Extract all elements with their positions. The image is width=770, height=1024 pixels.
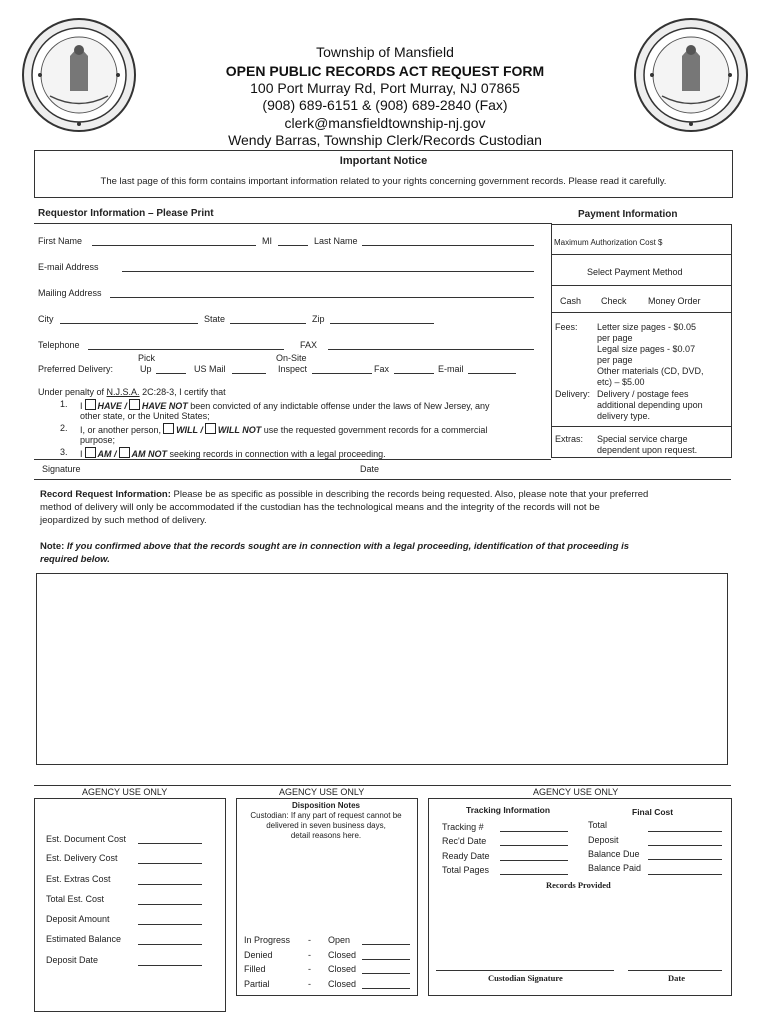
total-pages-field[interactable] xyxy=(500,874,568,875)
open-field[interactable] xyxy=(362,944,410,945)
email-label: E-mail Address xyxy=(38,262,99,272)
us-mail-label: US Mail xyxy=(194,364,226,374)
am-checkbox[interactable] xyxy=(85,447,96,458)
denied-closed-field[interactable] xyxy=(362,959,410,960)
record-request-info: Record Request Information: Please be as specific as possible in describing the records being requested. Also, please note that your preferred method of delivery will only be accommodated if the custodian has the technological means and the integrity of the records will not be jeopardized by such method of delivery. xyxy=(40,489,649,526)
email: clerk@mansfieldtownship-nj.gov xyxy=(284,115,486,131)
state-label: State xyxy=(204,314,226,324)
city-label: City xyxy=(38,314,54,324)
telephone-field[interactable] xyxy=(88,349,284,350)
recd-date-field[interactable] xyxy=(500,845,568,846)
fax-field[interactable] xyxy=(328,349,534,350)
total-est-field[interactable] xyxy=(138,904,202,905)
agency-heading-1: AGENCY USE ONLY xyxy=(82,787,168,797)
max-auth-label: Maximum Authorization Cost $ xyxy=(554,238,663,247)
signature-label: Signature xyxy=(42,464,81,474)
pick-label: Pick xyxy=(138,353,156,363)
city-field[interactable] xyxy=(60,323,198,324)
select-payment-label: Select Payment Method xyxy=(587,267,683,277)
am-not-checkbox[interactable] xyxy=(119,447,130,458)
email-delivery-field[interactable] xyxy=(468,373,516,374)
mailing-field[interactable] xyxy=(110,297,534,298)
custodian-date-field[interactable] xyxy=(628,970,722,971)
email-delivery-label: E-mail xyxy=(438,364,464,374)
agency-heading-3: AGENCY USE ONLY xyxy=(533,787,619,797)
agency-cost-box xyxy=(34,798,226,1012)
have-checkbox[interactable] xyxy=(85,399,96,410)
have-not-checkbox[interactable] xyxy=(129,399,140,410)
agency-heading-2: AGENCY USE ONLY xyxy=(279,787,365,797)
legal-proceeding-note: Note: If you confirmed above that the records sought are in connection with a legal proceeding, identification of that proceeding is required below. xyxy=(40,541,630,565)
telephone-label: Telephone xyxy=(38,340,80,350)
notice-body: The last page of this form contains important information related to your rights concerning government records. Please read it carefully. xyxy=(100,176,667,187)
money-order-option[interactable]: Money Order xyxy=(648,296,701,306)
certify-item-1: I HAVE / HAVE NOT been convicted of any indictable offense under the laws of New Jersey, any xyxy=(80,401,490,411)
balance-paid-field[interactable] xyxy=(648,874,722,875)
custodian-signature-field[interactable] xyxy=(436,970,614,971)
zip-field[interactable] xyxy=(330,323,434,324)
zip-label: Zip xyxy=(312,314,325,324)
payment-heading: Payment Information xyxy=(578,209,678,220)
clerk: Wendy Barras, Township Clerk/Records Custodian xyxy=(228,132,542,148)
inspect-label: Inspect xyxy=(278,364,308,374)
delivery-label: Delivery: xyxy=(555,389,591,399)
up-label: Up xyxy=(140,364,152,374)
will-not-checkbox[interactable] xyxy=(205,423,216,434)
last-name-label: Last Name xyxy=(314,236,358,246)
final-total-field[interactable] xyxy=(648,831,722,832)
onsite-label: On-Site xyxy=(276,353,307,363)
est-balance-field[interactable] xyxy=(138,944,202,945)
address: 100 Port Murray Rd, Port Murray, NJ 07865 xyxy=(250,80,520,96)
date-label: Date xyxy=(360,464,380,474)
est-doc-field[interactable] xyxy=(138,843,202,844)
fees-label: Fees: xyxy=(555,322,578,332)
preferred-delivery-label: Preferred Delivery: xyxy=(38,364,114,374)
email-field[interactable] xyxy=(122,271,534,272)
ready-date-field[interactable] xyxy=(500,860,568,861)
inspect-field[interactable] xyxy=(312,373,372,374)
important-notice-box xyxy=(34,150,733,198)
partial-closed-field[interactable] xyxy=(362,988,410,989)
balance-due-field[interactable] xyxy=(648,859,722,860)
first-name-field[interactable] xyxy=(92,245,256,246)
est-delivery-field[interactable] xyxy=(138,863,202,864)
last-name-field[interactable] xyxy=(362,245,534,246)
state-field[interactable] xyxy=(230,323,306,324)
phone: (908) 689-6151 & (908) 689-2840 (Fax) xyxy=(262,97,508,113)
requestor-heading: Requestor Information – Please Print xyxy=(38,208,214,219)
pickup-field[interactable] xyxy=(156,373,186,374)
mi-label: MI xyxy=(262,236,272,246)
fax-label: FAX xyxy=(300,340,318,350)
certify-item-2: I, or another person, WILL / WILL NOT use the requested government records for a commercial xyxy=(80,425,488,435)
first-name-label: First Name xyxy=(38,236,83,246)
payment-box xyxy=(551,224,732,458)
check-option[interactable]: Check xyxy=(601,296,627,306)
est-extras-field[interactable] xyxy=(138,884,202,885)
cash-option[interactable]: Cash xyxy=(560,296,582,306)
penalty-text: Under penalty of N.J.S.A. 2C:28-3, I certify that xyxy=(38,387,226,397)
will-checkbox[interactable] xyxy=(163,423,174,434)
certify-item-3: I AM / AM NOT seeking records in connection with a legal proceeding. xyxy=(80,449,386,459)
us-mail-field[interactable] xyxy=(232,373,266,374)
filled-closed-field[interactable] xyxy=(362,973,410,974)
records-requested-textarea[interactable] xyxy=(36,573,728,765)
tracking-number-field[interactable] xyxy=(500,831,568,832)
extras-label: Extras: xyxy=(555,434,584,444)
fax-delivery-field[interactable] xyxy=(394,373,434,374)
final-deposit-field[interactable] xyxy=(648,845,722,846)
form-title: OPEN PUBLIC RECORDS ACT REQUEST FORM xyxy=(225,63,545,79)
deposit-date-field[interactable] xyxy=(138,965,202,966)
fax-delivery-label: Fax xyxy=(374,364,390,374)
mi-field[interactable] xyxy=(278,245,308,246)
mailing-label: Mailing Address xyxy=(38,288,102,298)
deposit-amount-field[interactable] xyxy=(138,924,202,925)
township-name: Township of Mansfield xyxy=(316,44,454,60)
notice-heading: Important Notice xyxy=(339,155,428,167)
